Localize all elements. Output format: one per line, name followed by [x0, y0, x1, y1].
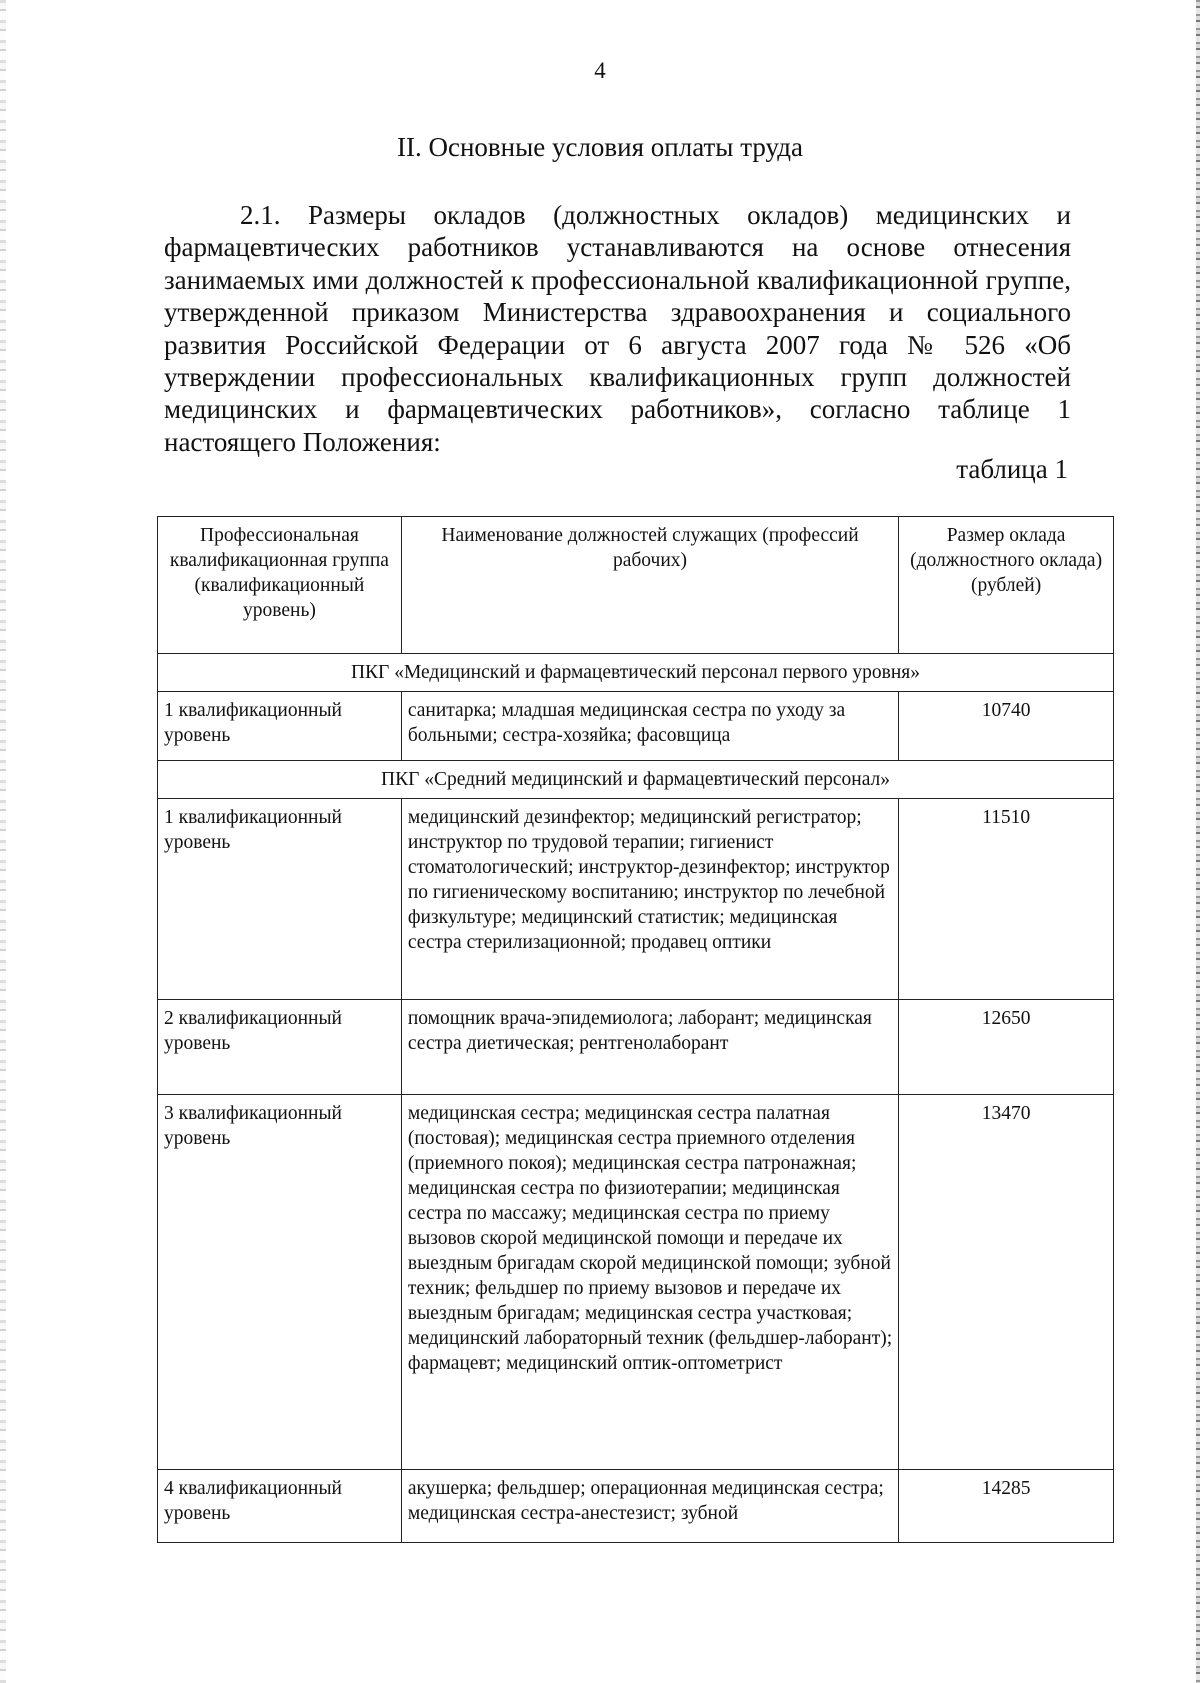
- scan-edge-left: [0, 0, 6, 1683]
- header-position-names: Наименование должностей служащих (профессий рабочих): [401, 517, 898, 654]
- group-title: ПКГ «Медицинский и фармацевтический персонал первого уровня»: [158, 654, 1114, 692]
- position-list: помощник врача-эпидемиолога; лаборант; медицинская сестра диетическая; рентгенолаборант: [401, 1000, 898, 1095]
- salary-value: 12650: [899, 1000, 1114, 1095]
- position-list: медицинский дезинфектор; медицинский регистратор; инструктор по трудовой терапии; гигиенист стоматологический; инструктор-дезинфектор; инструктор по гигиеническому воспитанию; инструктор по лечебной физкультуре; медицинский статистик; медицинская сестра стерилизационной; продавец оптики: [401, 799, 898, 1000]
- page-number: 4: [594, 58, 606, 83]
- table-row: [158, 799, 1114, 1000]
- salary-table: [157, 516, 1114, 1543]
- table-row: [158, 1470, 1114, 1543]
- table-row: [158, 692, 1114, 761]
- salary-value: 14285: [899, 1470, 1114, 1543]
- qualification-level: 1 квалификационный уровень: [158, 799, 402, 1000]
- table-row: [158, 1095, 1114, 1470]
- body-paragraph: 2.1. Размеры окладов (должностных окладов) медицинских и фармацевтических работников устанавливаются на основе отнесения занимаемых ими должностей к профессиональной квалификационной группе, утвержденной приказом Министерства здравоохранения и социального развития Российской Федерации от 6 августа 2007 года № 526 «Об утверждении профессиональных квалификационных групп должностей медицинских и фармацевтических работников», согласно таблице 1 настоящего Положения:: [164, 200, 1071, 457]
- group-title: ПКГ «Средний медицинский и фармацевтический персонал»: [158, 761, 1114, 799]
- qualification-level: 1 квалификационный уровень: [158, 692, 402, 761]
- group-row: [158, 761, 1114, 799]
- position-list: санитарка; младшая медицинская сестра по уходу за больными; сестра-хозяйка; фасовщица: [401, 692, 898, 761]
- position-list: акушерка; фельдшер; операционная медицинская сестра; медицинская сестра-анестезист; зубной: [401, 1470, 898, 1543]
- table-row: [158, 1000, 1114, 1095]
- position-list: медицинская сестра; медицинская сестра палатная (постовая); медицинская сестра приемного отделения (приемного покоя); медицинская сестра патронажная; медицинская сестра по физиотерапии; медицинская сестра по массажу; медицинская сестра по приему вызовов скорой медицинской помощи и передаче их выездным бригадам скорой медицинской помощи; зубной техник; фельдшер по приему вызовов и передаче их выездным бригадам; медицинская сестра участковая; медицинский лабораторный техник (фельдшер-лаборант); фармацевт; медицинский оптик-оптометрист: [401, 1095, 898, 1470]
- qualification-level: 3 квалификационный уровень: [158, 1095, 402, 1470]
- header-qualification-group: Профессиональная квалификационная группа (квалификационный уровень): [158, 517, 402, 654]
- qualification-level: 4 квалификационный уровень: [158, 1470, 402, 1543]
- qualification-level: 2 квалификационный уровень: [158, 1000, 402, 1095]
- table-header-row: [158, 517, 1114, 654]
- header-salary-size: Размер оклада (должностного оклада) (рублей): [899, 517, 1114, 654]
- salary-value: 13470: [899, 1095, 1114, 1470]
- group-row: [158, 654, 1114, 692]
- salary-value: 10740: [899, 692, 1114, 761]
- section-title: II. Основные условия оплаты труда: [396, 132, 803, 162]
- salary-value: 11510: [899, 799, 1114, 1000]
- table-caption: таблица 1: [956, 454, 1068, 484]
- scan-edge-right: [1196, 0, 1200, 1683]
